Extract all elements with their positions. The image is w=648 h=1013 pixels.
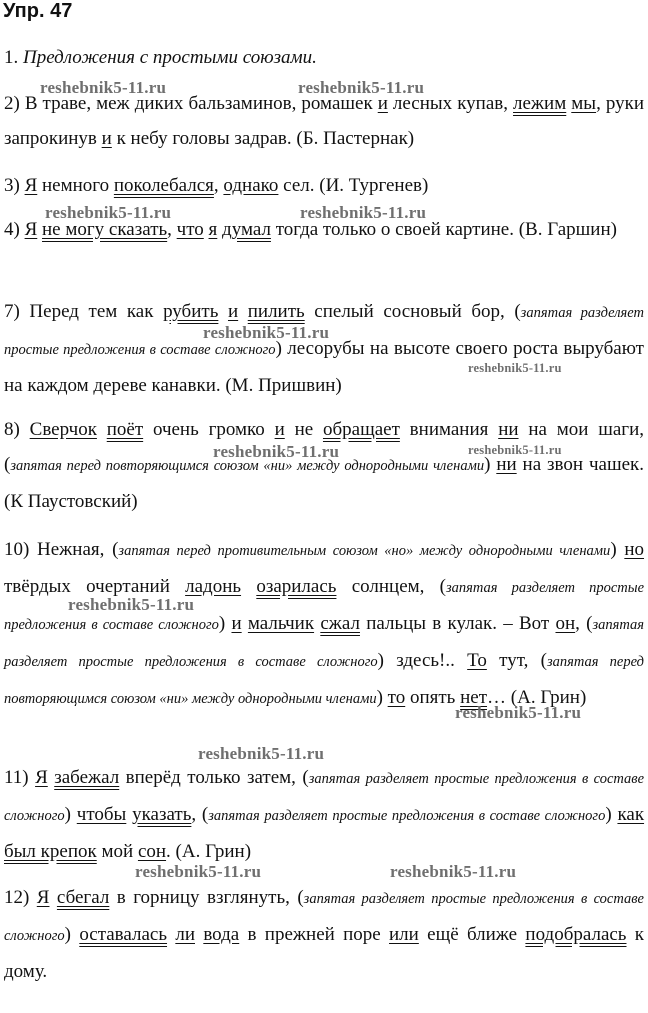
predicate: поёт <box>106 419 144 440</box>
item-11 <box>4 760 644 869</box>
item-7 <box>4 294 644 403</box>
text: опять <box>405 687 461 708</box>
text: . (А. Грин) <box>166 841 252 862</box>
predicate: сбегал <box>56 887 110 908</box>
subject: Я <box>24 219 38 240</box>
predicate: лежим <box>513 93 567 114</box>
subject: сон <box>137 841 167 862</box>
predicate: сжал <box>320 613 360 634</box>
watermark: reshebnik5-11.ru <box>203 323 330 342</box>
text: ) <box>64 924 80 945</box>
punctuation-note: запятая разделяет простые предложения в составе сложного <box>4 580 645 633</box>
text <box>97 419 107 440</box>
punctuation-note: запятая разделяет простые предложения в составе сложного <box>4 617 645 670</box>
predicate: оставалась <box>79 924 168 945</box>
text: 3) <box>4 175 25 196</box>
text: 12) <box>4 887 37 908</box>
predicate: думал <box>222 219 271 240</box>
text: не <box>284 419 323 440</box>
predicate: поколебался <box>113 175 214 196</box>
subject: вода <box>203 924 240 945</box>
text: мой <box>96 841 138 862</box>
conjunction: однако <box>223 175 279 196</box>
punctuation-note: запятая разделяет простые предложения в составе сложного <box>4 305 645 358</box>
punctuation-note: запятая разделяет простые предложения в составе сложного <box>208 808 606 824</box>
subject: ладонь <box>185 576 242 597</box>
punctuation-note: запятая перед повторяющимся союзом «ни» между однородными членами <box>10 458 485 474</box>
predicate: рубить <box>163 301 219 322</box>
watermark: reshebnik5-11.ru <box>45 203 172 222</box>
text: немного <box>37 175 114 196</box>
text: на звон чашек. (К Паустовский) <box>4 454 644 512</box>
text: 10) Нежная, ( <box>4 539 119 560</box>
particle: ли <box>175 924 195 945</box>
text: … (А. Грин) <box>487 687 587 708</box>
punctuation-note: запятая разделяет простые предложения в составе сложного <box>4 771 645 824</box>
subject: Сверчок <box>29 419 97 440</box>
watermark: reshebnik5-11.ru <box>198 744 325 763</box>
text: 7) Перед тем как <box>4 301 164 322</box>
item-8 <box>4 412 644 519</box>
text <box>238 301 248 322</box>
text <box>49 887 56 908</box>
text: ) здесь!.. <box>377 650 468 671</box>
punctuation-note: запятая разделяет простые предложения в составе сложного <box>4 891 644 944</box>
conjunction: чтобы <box>76 804 127 825</box>
text: внимания <box>399 419 499 440</box>
text: 8) <box>4 419 30 440</box>
text: к дому. <box>4 924 645 982</box>
watermark: reshebnik5-11.ru <box>468 361 562 375</box>
punctuation-note: запятая перед повторяющимся союзом «ни» между однородными членами <box>4 654 644 707</box>
predicate: забежал <box>54 767 120 788</box>
subject: я <box>208 219 218 240</box>
predicate: не могу сказать <box>42 219 168 240</box>
watermark: reshebnik5-11.ru <box>213 442 340 461</box>
text: , ( <box>191 804 209 825</box>
conjunction: То <box>467 650 487 671</box>
text: ещё ближе <box>418 924 526 945</box>
predicate: обращает <box>322 419 400 440</box>
conjunction: ни <box>498 419 519 440</box>
conjunction: и <box>377 93 388 114</box>
predicate: был крепок <box>4 841 97 862</box>
text: солнцем, ( <box>336 576 446 597</box>
text <box>218 301 228 322</box>
watermark: reshebnik5-11.ru <box>468 443 562 457</box>
text: лесных купав, <box>387 93 514 114</box>
text: , <box>167 219 177 240</box>
subject: мальчик <box>247 613 315 634</box>
text: пальцы в кулак. – Вот <box>359 613 556 634</box>
text: к небу головы задрав. (Б. Пастернак) <box>111 128 415 149</box>
watermark: reshebnik5-11.ru <box>298 78 425 97</box>
text: 4) <box>4 219 25 240</box>
page-title: Упр. 47 <box>3 0 73 22</box>
conjunction: и <box>231 613 242 634</box>
conjunction: но <box>624 539 645 560</box>
predicate: указать <box>132 804 192 825</box>
item-3 <box>4 168 644 203</box>
text: очень громко <box>143 419 275 440</box>
conjunction: что <box>176 219 204 240</box>
punctuation-note: запятая перед противительным союзом «но» между однородными членами <box>118 543 611 559</box>
text: ) <box>484 454 497 475</box>
subject: Я <box>35 767 48 788</box>
item-1 <box>4 40 644 75</box>
watermark: reshebnik5-11.ru <box>135 862 262 881</box>
subject: он <box>555 613 576 634</box>
watermark: reshebnik5-11.ru <box>390 862 517 881</box>
text: спелый сосновый бор, ( <box>304 301 521 322</box>
subject: Я <box>24 175 38 196</box>
text: 11) <box>4 767 36 788</box>
text: вперёд только затем, ( <box>119 767 309 788</box>
text: ) <box>64 804 77 825</box>
subject: мы <box>571 93 597 114</box>
text: 2) В траве, меж диких бальзаминов, ромашек <box>4 93 378 114</box>
text: , <box>213 175 224 196</box>
text <box>241 576 256 597</box>
subject: Я <box>36 887 50 908</box>
text: в горницу взглянуть, ( <box>109 887 304 908</box>
predicate: нет <box>460 687 488 708</box>
conjunction: как <box>617 804 645 825</box>
watermark: reshebnik5-11.ru <box>455 703 582 722</box>
predicate: пилить <box>247 301 305 322</box>
conjunction: ни <box>496 454 517 475</box>
text: ) <box>376 687 388 708</box>
conjunction: и <box>101 128 112 149</box>
conjunction: или <box>389 924 419 945</box>
text: твёрдых очертаний <box>4 576 186 597</box>
text: тут, ( <box>486 650 547 671</box>
text: , руки запрокинув <box>4 93 645 149</box>
text: ) <box>610 539 625 560</box>
text: тогда только о своей картине. (В. Гаршин) <box>270 219 617 240</box>
watermark: reshebnik5-11.ru <box>300 203 427 222</box>
conjunction: и <box>227 301 239 322</box>
text: ) <box>605 804 618 825</box>
watermark: reshebnik5-11.ru <box>40 78 167 97</box>
conjunction: и <box>274 419 285 440</box>
conjunction: то <box>387 687 406 708</box>
watermark: reshebnik5-11.ru <box>68 595 195 614</box>
text: на мои шаги, ( <box>4 419 644 475</box>
predicate: озарилась <box>256 576 337 597</box>
item-12 <box>4 880 644 989</box>
item-text: Предложения с простыми союзами. <box>23 47 317 68</box>
text: в прежней поре <box>239 924 390 945</box>
text: ) лесорубы на высоте своего роста вырубают на каждом дереве канавки. (М. Пришвин) <box>4 338 644 396</box>
item-10 <box>4 532 644 717</box>
predicate: подобралась <box>525 924 627 945</box>
text: , ( <box>575 613 593 634</box>
text: сел. (И. Тургенев) <box>278 175 429 196</box>
text: ) <box>218 613 232 634</box>
item-number: 1. <box>4 47 23 68</box>
